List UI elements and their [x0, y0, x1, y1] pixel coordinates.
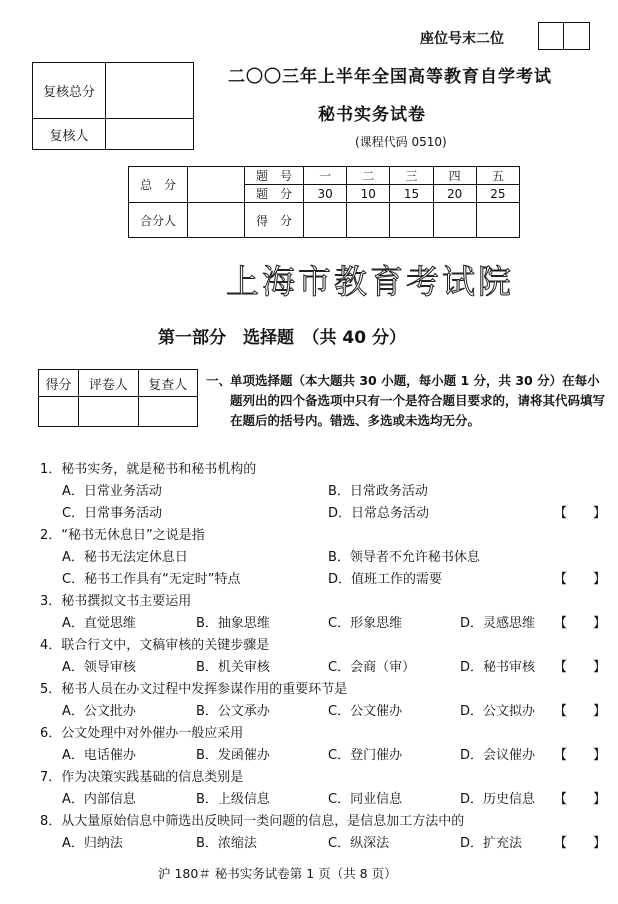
question-number: 五	[476, 167, 519, 185]
grader-header: 得分	[39, 370, 79, 397]
score-combiner-cell[interactable]	[188, 203, 245, 238]
reviewer-cell[interactable]	[106, 119, 194, 150]
question-stem: 5．秘书人员在办文过程中发挥参谋作用的重要环节是	[40, 682, 348, 697]
answer-option: D．秘书审核	[460, 660, 536, 675]
section-text: 单项选择题（本大题共 30 小题，每小题 1 分，共 30 分）在每小题列出的四个备选项中只有一个是符合题目要求的，请将其代码填写在题后的括号内。错选、多选或未选均无分。	[230, 373, 606, 428]
question-stem: 6．公文处理中对外催办一般应采用	[40, 726, 244, 741]
total-score-label: 总 分	[129, 167, 188, 203]
question-stem: 4．联合行文中，文稿审核的关键步骤是	[40, 638, 270, 653]
answer-option: C．纵深法	[328, 836, 390, 851]
question-number-label: 题 号	[245, 167, 304, 185]
question-stem: 1．秘书实务，就是秘书和秘书机构的	[40, 462, 257, 477]
answer-option: A．归纳法	[62, 836, 123, 851]
answer-option: B．日常政务活动	[328, 484, 428, 499]
grader-header: 复查人	[138, 370, 197, 397]
total-score-cell[interactable]	[188, 167, 245, 203]
answer-bracket[interactable]: 【 】	[554, 506, 607, 521]
page-footer: 沪 180＃ 秘书实务试卷第 1 页（共 8 页）	[158, 866, 397, 881]
answer-bracket[interactable]: 【 】	[554, 748, 607, 763]
answer-option: A．直觉思维	[62, 616, 136, 631]
obtained-score-cell[interactable]	[304, 203, 347, 238]
answer-option: D．灵感思维	[460, 616, 536, 631]
grader-header: 评卷人	[79, 370, 138, 397]
answer-option: C．会商（审）	[328, 660, 416, 675]
question-stem: 7．作为决策实践基础的信息类别是	[40, 770, 244, 785]
answer-option: C．公文催办	[328, 704, 403, 719]
question-number: 二	[347, 167, 390, 185]
answer-bracket[interactable]: 【 】	[554, 792, 607, 807]
seat-number-box[interactable]	[538, 22, 590, 50]
answer-option: B．机关审核	[196, 660, 270, 675]
answer-bracket[interactable]: 【 】	[554, 704, 607, 719]
section-number: 一、	[206, 373, 232, 388]
answer-bracket[interactable]: 【 】	[554, 836, 607, 851]
grader-cell[interactable]	[79, 397, 138, 427]
obtained-score-label: 得 分	[245, 203, 304, 238]
obtained-score-cell[interactable]	[390, 203, 433, 238]
answer-option: B．浓缩法	[196, 836, 257, 851]
review-total-cell[interactable]	[106, 63, 194, 119]
question-points: 10	[347, 185, 390, 203]
issuer-stamp: 上海市教育考试院	[226, 262, 514, 301]
answer-bracket[interactable]: 【 】	[554, 572, 607, 587]
answer-option: A．公文批办	[62, 704, 136, 719]
part-title: 第一部分 选择题 （共 40 分）	[158, 328, 406, 348]
question-points: 20	[433, 185, 476, 203]
answer-option: A．电话催办	[62, 748, 136, 763]
question-stem: 3．秘书撰拟文书主要运用	[40, 594, 192, 609]
exam-subject: 秘书实务试卷	[318, 105, 426, 125]
question-number: 四	[433, 167, 476, 185]
answer-option: D．历史信息	[460, 792, 536, 807]
answer-option: B．上级信息	[196, 792, 270, 807]
answer-option: D．值班工作的需要	[328, 572, 443, 587]
answer-option: C．日常事务活动	[62, 506, 163, 521]
review-total-label: 复核总分	[33, 63, 106, 119]
grader-table	[38, 369, 198, 427]
question-points: 30	[304, 185, 347, 203]
answer-option: A．内部信息	[62, 792, 136, 807]
question-number: 三	[390, 167, 433, 185]
answer-option: C．秘书工作具有“无定时”特点	[62, 572, 241, 587]
answer-option: D．公文拟办	[460, 704, 536, 719]
section-instructions	[206, 371, 606, 431]
question-stem: 8．从大量原始信息中筛选出反映同一类问题的信息，是信息加工方法中的	[40, 814, 465, 829]
answer-option: C．形象思维	[328, 616, 403, 631]
question-points: 25	[476, 185, 519, 203]
answer-option: C．登门催办	[328, 748, 403, 763]
answer-option: D．日常总务活动	[328, 506, 430, 521]
obtained-score-cell[interactable]	[347, 203, 390, 238]
reviewer-label: 复核人	[33, 119, 106, 150]
question-points: 15	[390, 185, 433, 203]
question-number: 一	[304, 167, 347, 185]
answer-bracket[interactable]: 【 】	[554, 616, 607, 631]
exam-title: 二〇〇三年上半年全国高等教育自学考试	[228, 67, 552, 87]
obtained-score-cell[interactable]	[433, 203, 476, 238]
score-combiner-label: 合分人	[129, 203, 188, 238]
answer-option: B．领导者不允许秘书休息	[328, 550, 480, 565]
score-table	[128, 166, 520, 238]
answer-option: C．同业信息	[328, 792, 403, 807]
answer-option: B．抽象思维	[196, 616, 270, 631]
answer-option: A．日常业务活动	[62, 484, 162, 499]
seat-number-label: 座位号末二位	[420, 31, 504, 47]
answer-option: B．公文承办	[196, 704, 270, 719]
answer-option: B．发函催办	[196, 748, 270, 763]
grader-cell[interactable]	[138, 397, 197, 427]
question-stem: 2．“秘书无休息日”之说是指	[40, 528, 205, 543]
course-code: (课程代码 0510)	[355, 135, 447, 149]
answer-option: A．秘书无法定休息日	[62, 550, 188, 565]
answer-option: D．扩充法	[460, 836, 523, 851]
obtained-score-cell[interactable]	[476, 203, 519, 238]
grader-cell[interactable]	[39, 397, 79, 427]
question-points-label: 题 分	[245, 185, 304, 203]
answer-option: A．领导审核	[62, 660, 136, 675]
answer-option: D．会议催办	[460, 748, 536, 763]
answer-bracket[interactable]: 【 】	[554, 660, 607, 675]
review-table	[32, 62, 194, 150]
